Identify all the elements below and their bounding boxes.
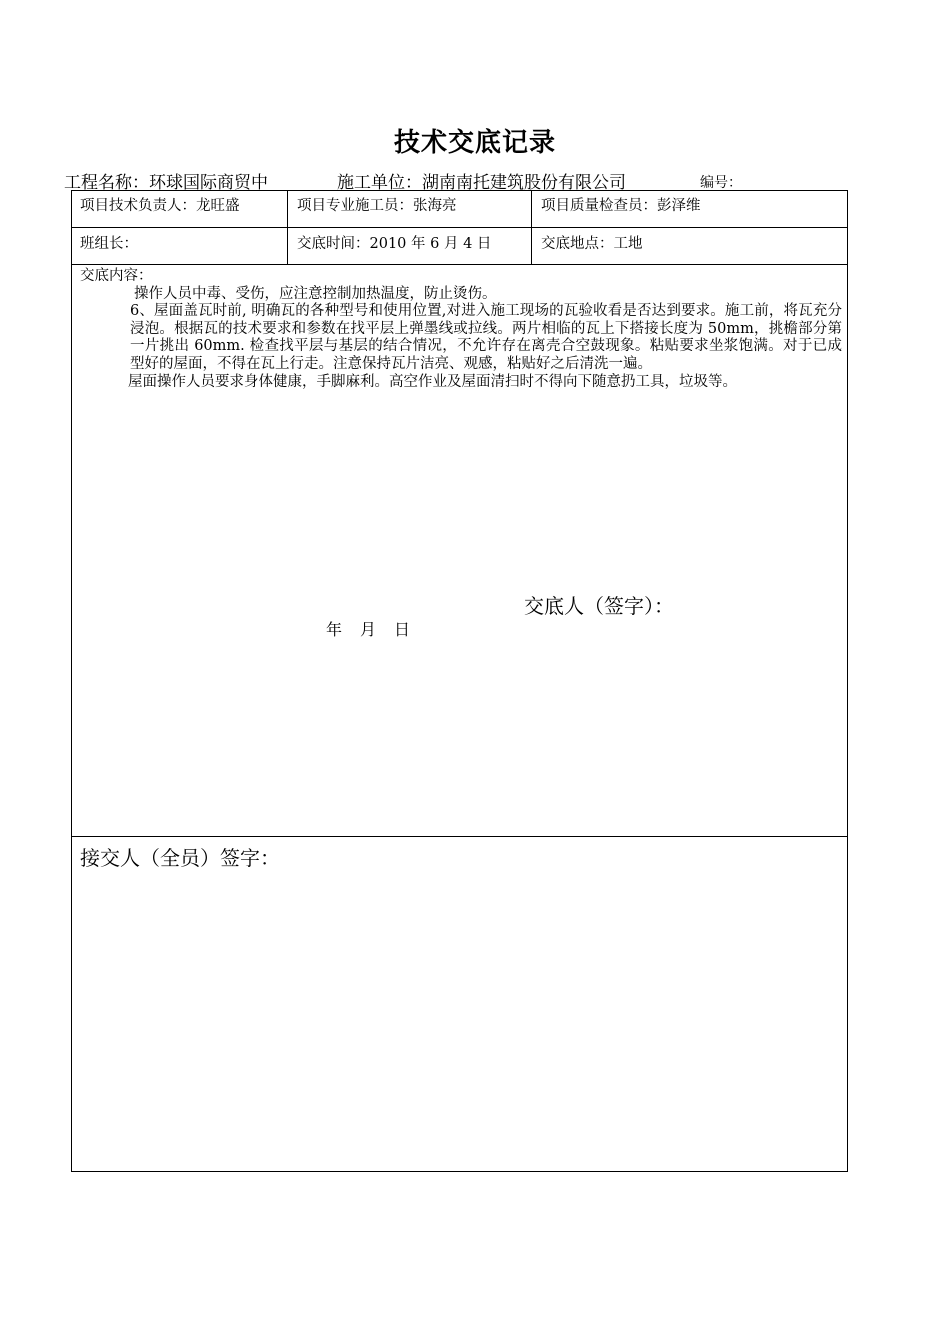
tech-lead-cell: 项目技术负责人：龙旺盛	[80, 198, 240, 214]
team-leader-cell: 班组长：	[80, 236, 138, 252]
date-day: 日	[394, 620, 411, 639]
briefer-signature-label: 交底人（签字）：	[524, 594, 674, 618]
content-paragraph: 6、屋面盖瓦时前, 明确瓦的各种型号和使用位置,对进入施工现场的瓦验收看是否达到要求。施工前，将瓦充分浸泡。根据瓦的技术要求和参数在找平层上弹墨线或拉线。两片相临的瓦上下搭接长度为 50mm，挑檐部分第一片挑出 60mm. 检查找平层与基层的结合情况，不允许存在离壳合空鼓现象。粘贴要求坐浆饱满。对于已成型好的屋面，不得在瓦上行走。注意保持瓦片洁亮、观感，粘贴好之后清洗一遍。	[130, 303, 842, 372]
column-divider	[287, 190, 288, 264]
briefing-content	[80, 268, 842, 391]
content-label: 交底内容：	[80, 268, 153, 284]
project-name: 工程名称：环球国际商贸中	[64, 173, 268, 193]
document-number: 编号：	[700, 175, 742, 191]
content-line: 屋面操作人员要求身体健康，手脚麻利。高空作业及屋面清扫时不得向下随意扔工具，垃圾等。	[128, 373, 737, 390]
construction-unit: 施工单位：湖南南托建筑股份有限公司	[337, 173, 626, 193]
quality-inspector-cell: 项目质量检查员：彭泽维	[541, 198, 701, 214]
row-divider	[71, 836, 848, 837]
receiver-signature-label: 接交人（全员）签字：	[80, 846, 280, 870]
document-title: 技术交底记录	[393, 128, 556, 158]
row-divider	[71, 227, 848, 228]
date-month: 月	[360, 620, 377, 639]
construction-staff-cell: 项目专业施工员：张海亮	[297, 198, 457, 214]
date-year: 年	[326, 620, 343, 639]
briefing-place-cell: 交底地点：工地	[541, 236, 643, 252]
content-line: 操作人员中毒、受伤，应注意控制加热温度，防止烫伤。	[134, 285, 497, 302]
column-divider	[531, 190, 532, 264]
signature-date	[326, 617, 428, 640]
row-divider	[71, 264, 848, 265]
briefing-time-cell: 交底时间：2010 年 6 月 4 日	[297, 236, 492, 252]
